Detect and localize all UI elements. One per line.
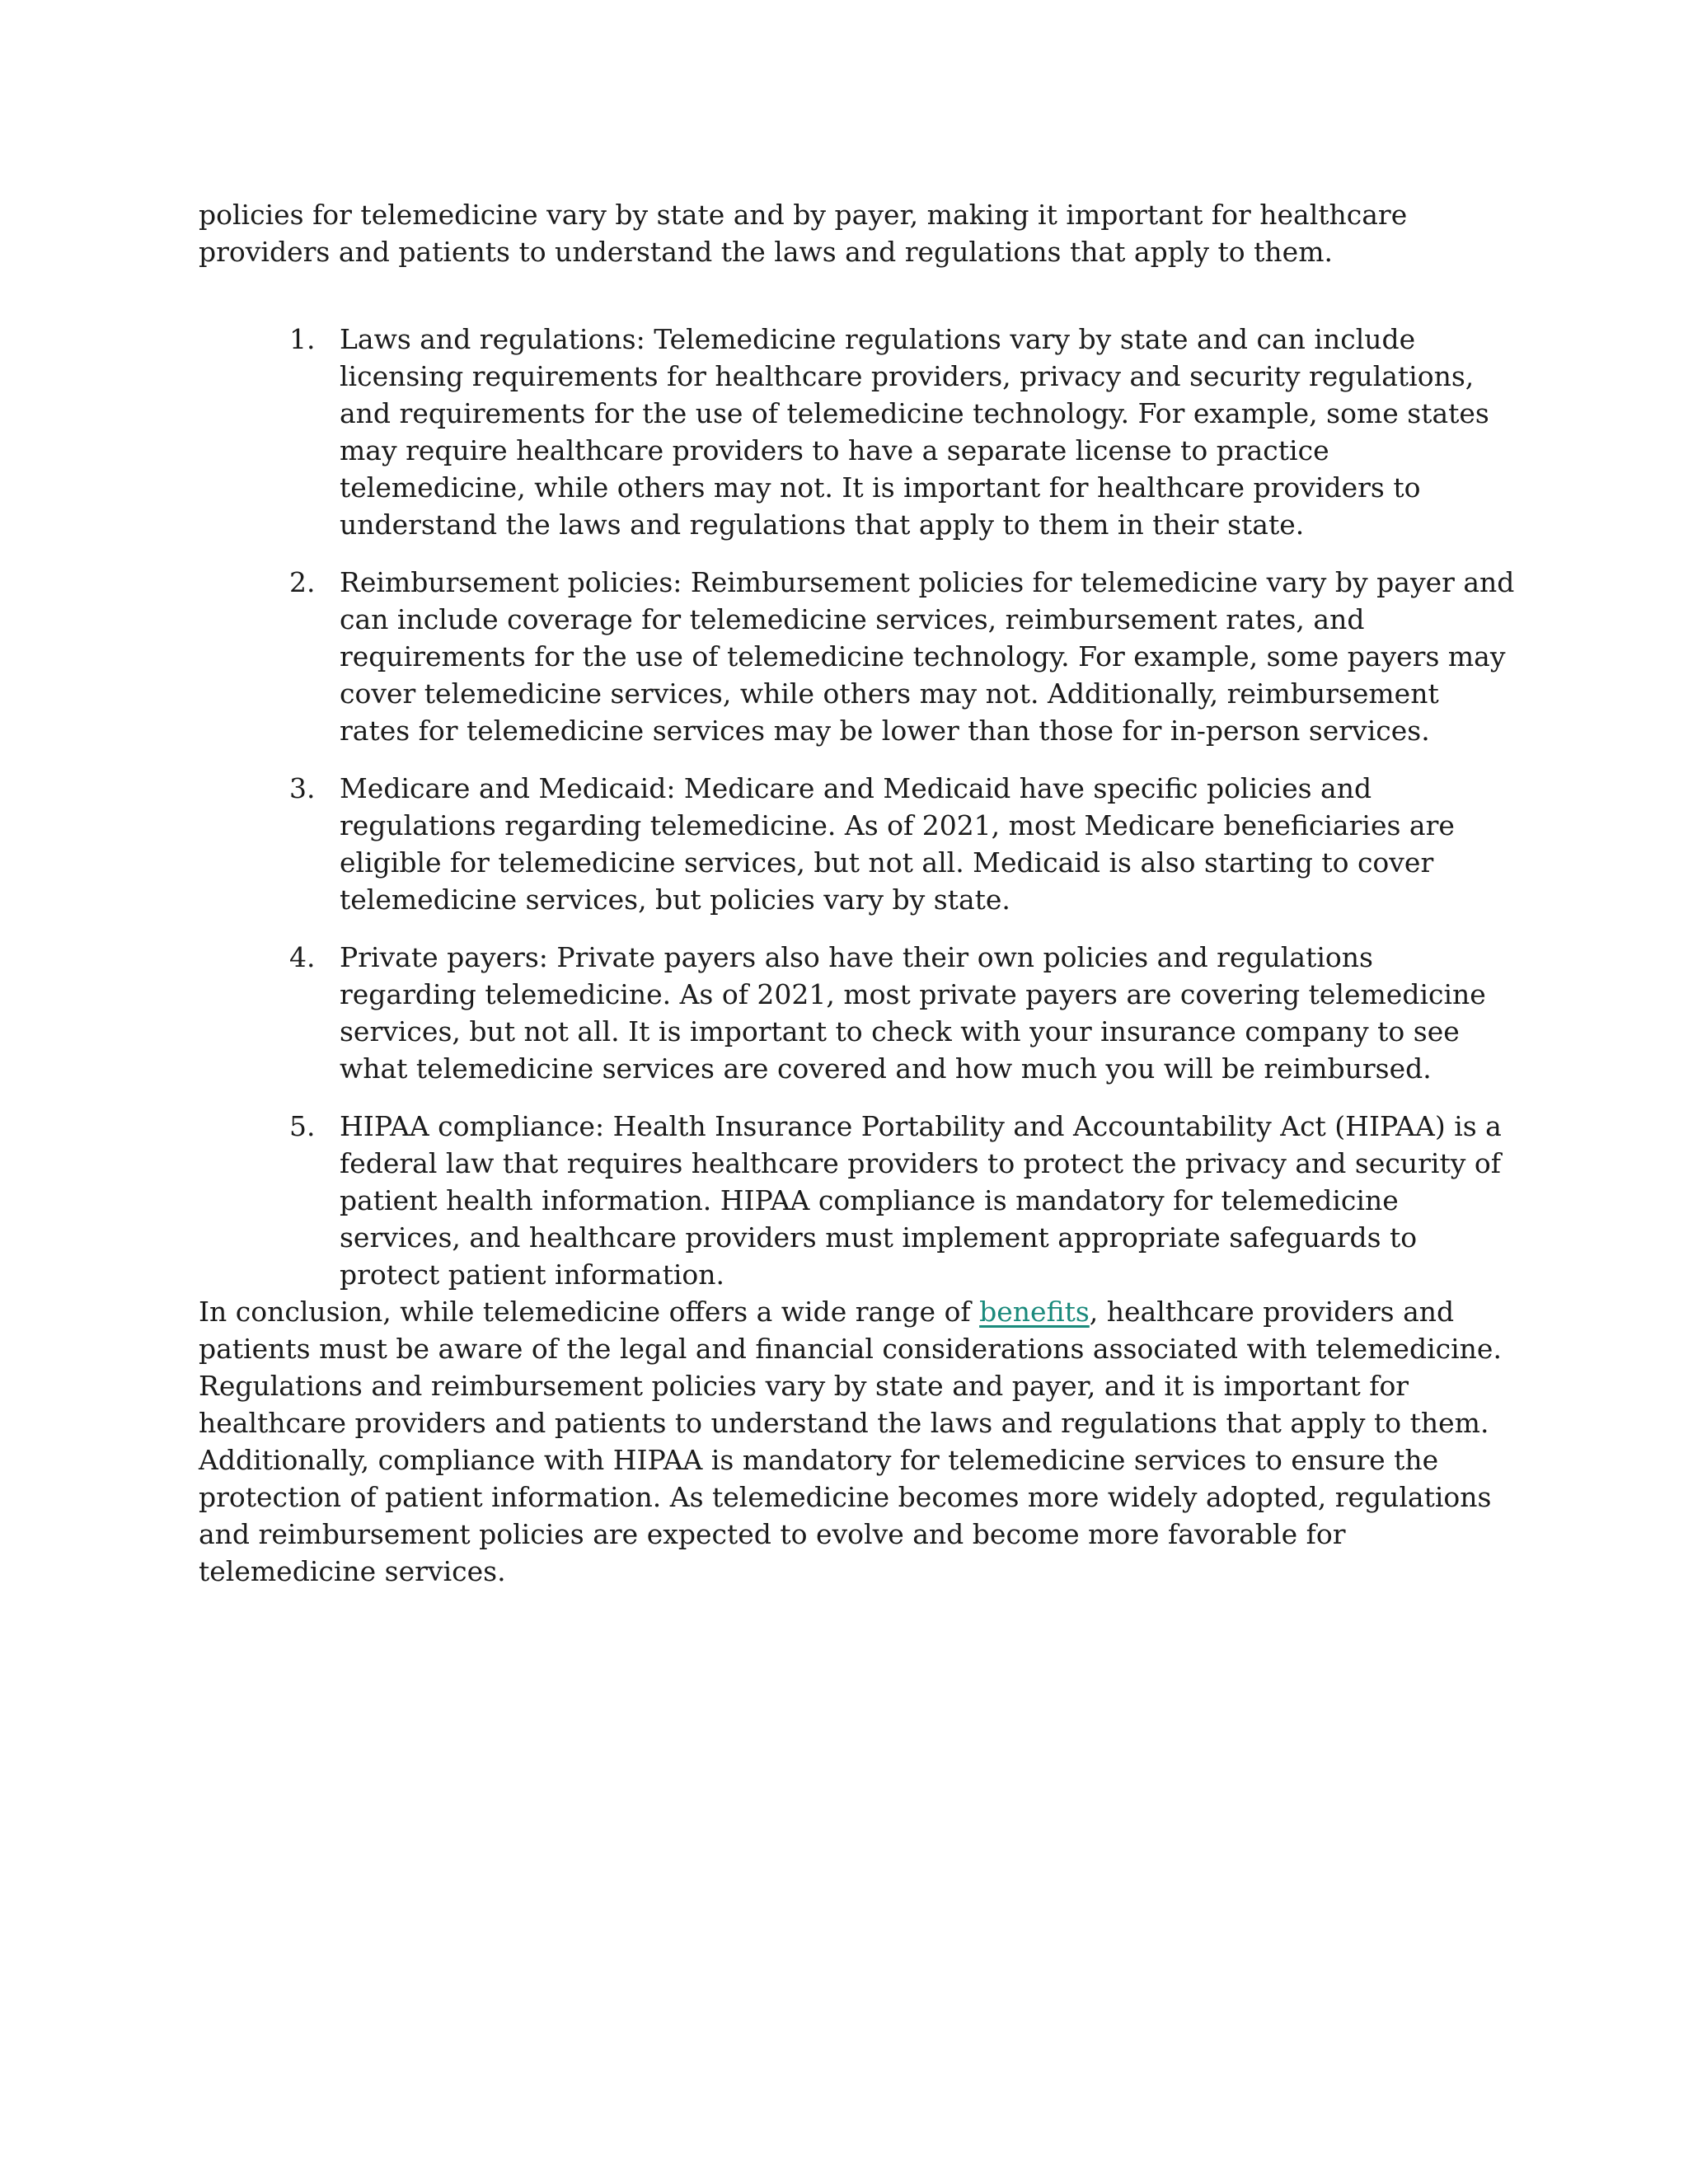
list-item-number: 1. xyxy=(289,323,316,355)
conclusion-paragraph xyxy=(199,1293,1517,1590)
list-item-text: Medicare and Medicaid: Medicare and Medicaid have specific policies and regulations regarding telemedicine. As of 2021, most Medicare beneficiaries are eligible for telemedicine services, but not all. Medicaid is also starting to cover telemedicine services, but policies vary by state. xyxy=(340,772,1455,916)
list-item-number: 4. xyxy=(289,941,316,973)
list-item-text: Private payers: Private payers also have their own policies and regulations regarding telemedicine. As of 2021, most private payers are covering telemedicine services, but not all. It is important to check with your insurance company to see what telemedicine services are covered and how much you will be reimbursed. xyxy=(340,941,1486,1085)
document-body xyxy=(199,196,1517,1590)
conclusion-text-after-link: , healthcare providers and patients must be aware of the legal and financial considerations associated with telemedicine. Regulations and reimbursement policies vary by state and payer, and it is important for healthcare providers and patients to understand the laws and regulations that apply to them. Additionally, compliance with HIPAA is mandatory for telemedicine services to ensure the protection of patient information. As telemedicine becomes more widely adopted, regulations and reimbursement policies are expected to evolve and become more favorable for telemedicine services. xyxy=(199,1296,1502,1587)
list-item xyxy=(199,321,1517,543)
list-item xyxy=(199,1108,1517,1293)
list-item-number: 2. xyxy=(289,566,316,598)
conclusion-text-before-link: In conclusion, while telemedicine offers a wide range of xyxy=(199,1296,980,1328)
list-item-text: Laws and regulations: Telemedicine regulations vary by state and can include licensing requirements for healthcare providers, privacy and security regulations, and requirements for the use of telemedicine technology. For example, some states may require healthcare providers to have a separate license to practice telemedicine, while others may not. It is important for healthcare providers to understand the laws and regulations that apply to them in their state. xyxy=(340,323,1489,541)
list-item xyxy=(199,770,1517,918)
list-item xyxy=(199,564,1517,749)
list-item xyxy=(199,939,1517,1087)
intro-paragraph: policies for telemedicine vary by state and by payer, making it important for healthcare providers and patients to understand the laws and regulations that apply to them. xyxy=(199,199,1408,268)
benefits-link[interactable]: benefits xyxy=(979,1296,1090,1328)
numbered-list xyxy=(199,321,1517,1293)
list-item-text: HIPAA compliance: Health Insurance Portability and Accountability Act (HIPAA) is a federal law that requires healthcare providers to protect the privacy and security of patient health information. HIPAA compliance is mandatory for telemedicine services, and healthcare providers must implement appropriate safeguards to protect patient information. xyxy=(340,1110,1502,1291)
list-item-number: 3. xyxy=(289,772,316,804)
list-item-number: 5. xyxy=(289,1110,316,1142)
list-item-text: Reimbursement policies: Reimbursement policies for telemedicine vary by payer and can include coverage for telemedicine services, reimbursement rates, and requirements for the use of telemedicine technology. For example, some payers may cover telemedicine services, while others may not. Additionally, reimbursement rates for telemedicine services may be lower than those for in-person services. xyxy=(340,566,1515,747)
